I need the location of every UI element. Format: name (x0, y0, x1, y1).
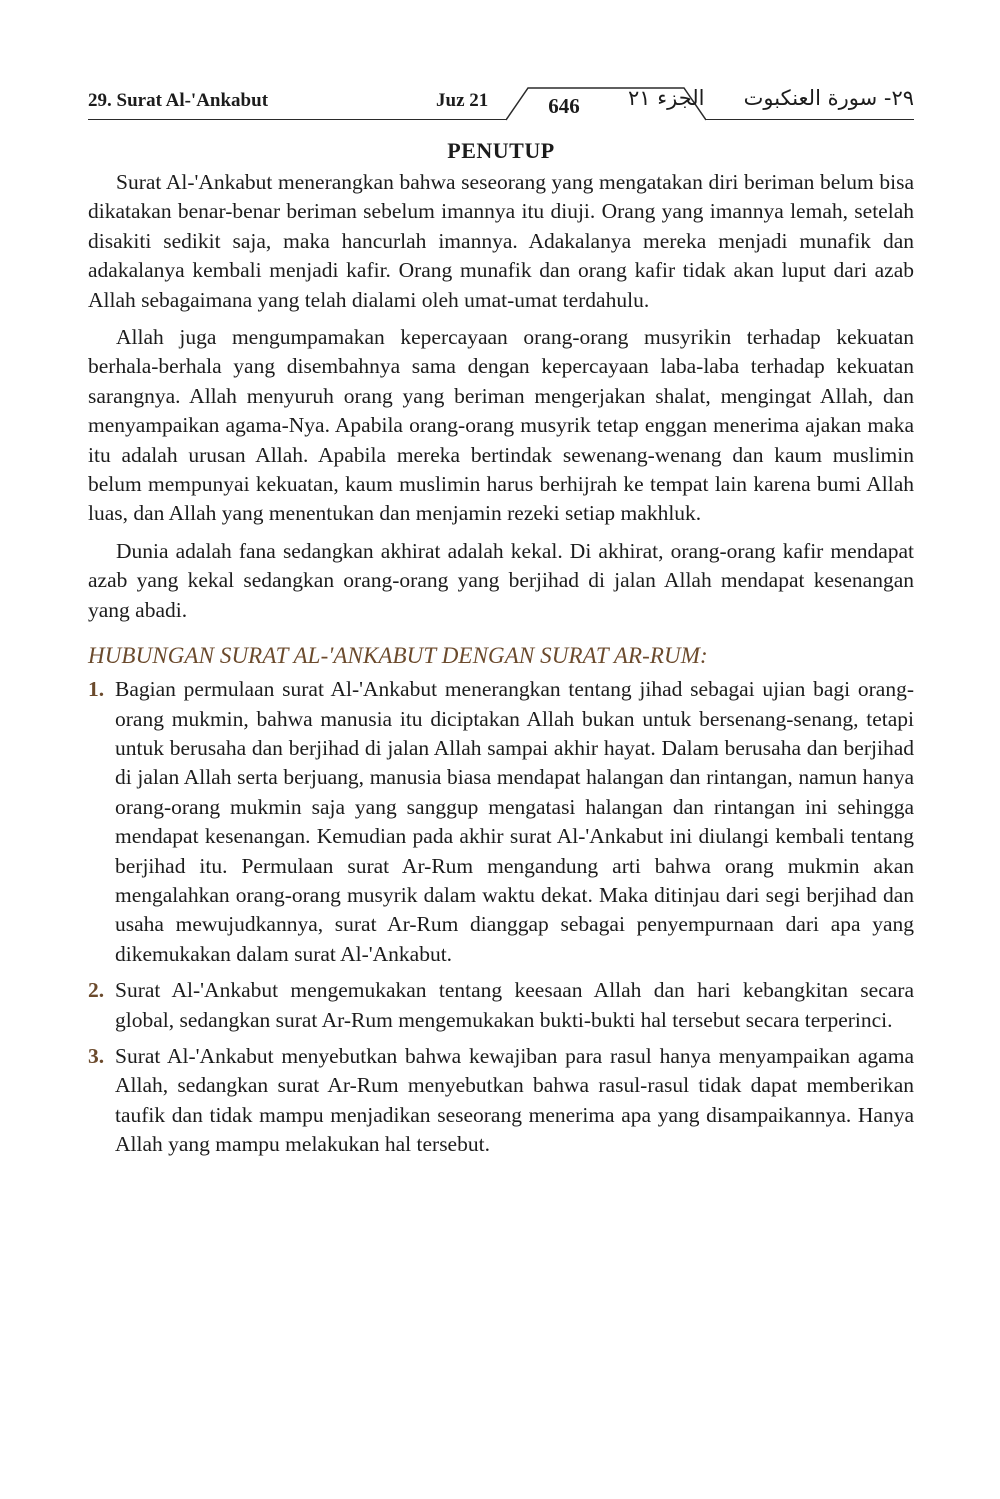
paragraph-3: Dunia adalah fana sedangkan akhirat adalah kekal. Di akhirat, orang-orang kafir mendapat azab yang kekal sedangkan orang-orang yang berjihad di jalan Allah mendapat kesenangan yang abadi. (88, 538, 914, 622)
section-title: PENUTUP (447, 138, 555, 163)
list-item-number: 2. (88, 978, 105, 1003)
surah-title-latin: 29. Surat Al-'Ankabut (88, 90, 269, 111)
list-item-number: 1. (88, 677, 105, 702)
subheading: HUBUNGAN SURAT AL-'ANKABUT DENGAN SURAT AR-RUM: (88, 643, 708, 669)
header-rule (88, 119, 914, 120)
page-number: 646 (548, 94, 580, 118)
list-item (88, 976, 914, 1035)
juz-label: Juz 21 (436, 90, 489, 111)
juz-label-arabic: الجزء ٢١ (628, 86, 705, 110)
list-item (88, 675, 914, 969)
page-header (88, 84, 914, 124)
relation-list (88, 675, 914, 1160)
paragraph-2: Allah juga mengumpamakan kepercayaan orang-orang musyrikin terhadap kekuatan berhala-berhala yang disembahnya sama dengan kepercayaan laba-laba terhadap kekuatan sarangnya. Allah menyuruh orang yang beriman mengerjakan shalat, mengingat Allah, dan menyampaikan agama-Nya. Apabila orang-orang musyrik tetap enggan menerima ajakan maka itu adalah urusan Allah. Apabila mereka bertindak sewenang-wenang dan kaum muslimin belum mempunyai kekuatan, kaum muslimin harus berhijrah ke tempat lain karena bumi Allah luas, dan Allah yang menentukan dan menjamin rezeki setiap makhluk. (88, 325, 914, 526)
page-body (88, 138, 914, 1167)
list-item (88, 1042, 914, 1160)
list-item-number: 3. (88, 1043, 105, 1068)
list-item-text: Surat Al-'Ankabut mengemukakan tentang keesaan Allah dan hari kebangkitan secara global, sedangkan surat Ar-Rum mengemukakan bukti-bukti hal tersebut secara terperinci. (115, 978, 914, 1032)
list-item-text: Bagian permulaan surat Al-'Ankabut menerangkan tentang jihad sebagai ujian bagi orang-orang mukmin, bahwa manusia itu diciptakan Allah bukan untuk bersenang-senang, tetapi untuk berusaha dan berjihad di jalan Allah sampai akhir hayat. Dalam berusaha dan berjihad di jalan Allah serta berjuang, manusia biasa mendapat halangan dan rintangan, namun hanya orang-orang mukmin saja yang sanggup mengatasi halangan dan rintangan ini sehingga mendapat kesenangan. Kemudian pada akhir surat Al-'Ankabut ini diulangi kembali tentang berjihad itu. Permulaan surat Ar-Rum mengandung arti bahwa orang mukmin akan mengalahkan orang-orang musyrik dalam waktu dekat. Maka ditinjau dari segi berjihad dan usaha mewujudkannya, surat Ar-Rum dianggap sebagai penyempurnaan dari apa yang dikemukakan dalam surat Al-'Ankabut. (115, 677, 914, 966)
surah-title-arabic: ٢٩- سورة العنكبوت (743, 86, 914, 110)
list-item-text: Surat Al-'Ankabut menyebutkan bahwa kewajiban para rasul hanya menyampaikan agama Allah, sedangkan surat Ar-Rum menyebutkan bahwa rasul-rasul tidak dapat memberikan taufik dan tidak mampu menjadikan seseorang menerima apa yang disampaikannya. Hanya Allah yang mampu melakukan hal tersebut. (115, 1043, 914, 1157)
paragraph-1: Surat Al-'Ankabut menerangkan bahwa seseorang yang mengatakan diri beriman belum bisa dikatakan benar-benar beriman sebelum imannya itu diuji. Orang yang imannya lemah, setelah disakiti sedikit saja, maka hancurlah imannya. Adakalanya mereka menjadi munafik dan adakalanya kembali menjadi kafir. Orang munafik dan orang kafir tidak akan luput dari azab Allah sebagaimana yang telah dialami oleh umat-umat terdahulu. (88, 170, 914, 312)
